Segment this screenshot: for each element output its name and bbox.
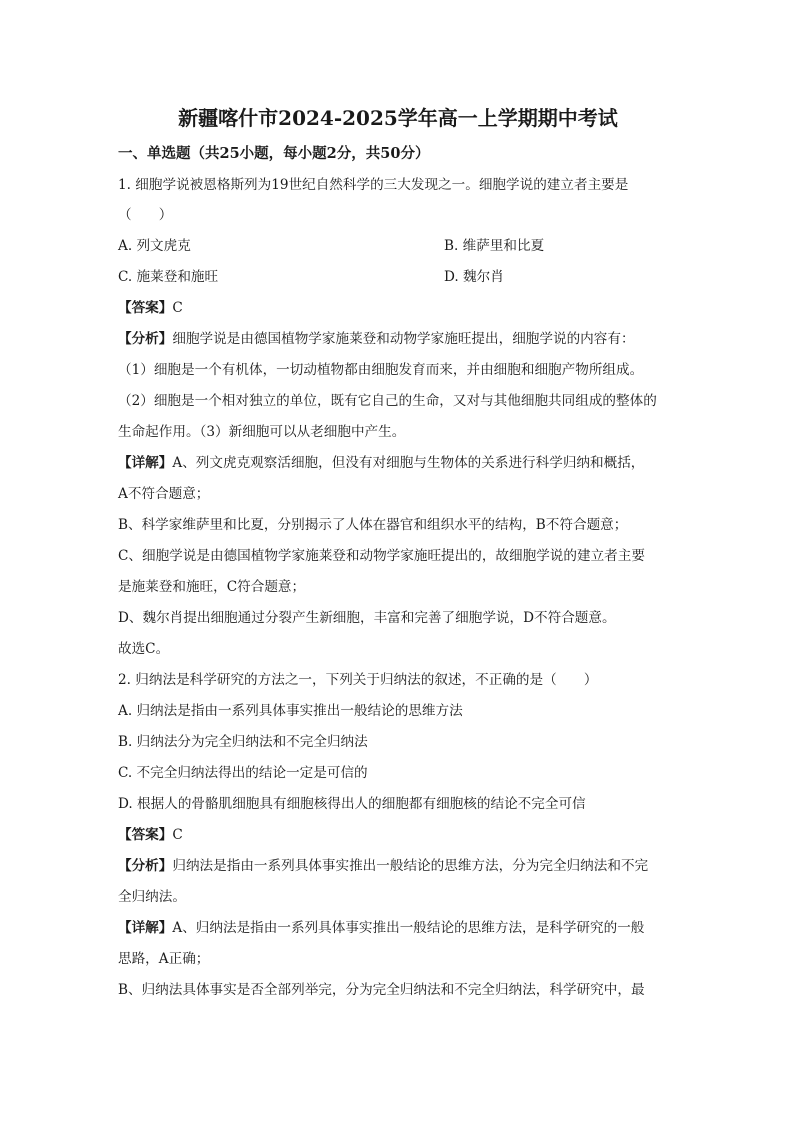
q2-analysis-text-1: 归纳法是指由一系列具体事实推出一般结论的思维方法，分为完全归纳法和不完 <box>172 858 649 874</box>
q1-analysis-tag: 【分析】 <box>118 331 173 347</box>
q1-detail-line-1 <box>118 452 644 474</box>
q1-detail-line-2: A不符合题意； <box>118 486 210 502</box>
q1-detail-line-6: D、魏尔肖提出细胞通过分裂产生新细胞，丰富和完善了细胞学说，D不符合题意。 <box>118 610 616 626</box>
q1-answer-value: C <box>172 300 183 316</box>
q2-option-b: B. 归纳法分为完全归纳法和不完全归纳法 <box>118 734 368 750</box>
q2-option-c: C. 不完全归纳法得出的结论一定是可信的 <box>118 765 368 781</box>
q1-conclusion: 故选C。 <box>118 641 170 657</box>
q2-detail-tag: 【详解】 <box>118 920 173 936</box>
q1-analysis-text-1: 细胞学说是由德国植物学家施莱登和动物学家施旺提出，细胞学说的内容有： <box>172 331 635 347</box>
q1-detail-line-4: C、细胞学说是由德国植物学家施莱登和动物学家施旺提出的，故细胞学说的建立者主要 <box>118 548 645 564</box>
q2-detail-line-3: B、归纳法具体事实是否全部列举完，分为完全归纳法和不完全归纳法，科学研究中，最 <box>118 982 645 998</box>
q1-option-a: A. 列文虎克 <box>118 238 191 254</box>
q1-option-c: C. 施莱登和施旺 <box>118 269 219 285</box>
q2-answer <box>118 824 183 846</box>
q2-detail-text-1: A、归纳法是指由一系列具体事实推出一般结论的思维方法，是科学研究的一般 <box>172 920 645 936</box>
q1-detail-tag: 【详解】 <box>118 455 173 471</box>
page-title: 新疆喀什市2024-2025学年高一上学期期中考试 <box>178 106 618 130</box>
q1-answer-tag: 【答案】 <box>118 300 173 316</box>
q1-analysis-line-2: （1）细胞是一个有机体，一切动植物都由细胞发育而来，并由细胞和细胞产物所组成。 <box>118 362 644 378</box>
q1-analysis-line-1 <box>118 328 635 350</box>
q2-detail-line-2: 思路，A正确； <box>118 951 210 967</box>
q2-answer-tag: 【答案】 <box>118 827 173 843</box>
q2-option-a: A. 归纳法是指由一系列具体事实推出一般结论的思维方法 <box>118 703 463 719</box>
q1-analysis-line-4: 生命起作用。（3）新细胞可以从老细胞中产生。 <box>118 424 406 440</box>
q1-detail-text-1: A、列文虎克观察活细胞，但没有对细胞与生物体的关系进行科学归纳和概括， <box>172 455 645 471</box>
q2-analysis-line-1 <box>118 855 648 877</box>
q2-option-d: D. 根据人的骨骼肌细胞具有细胞核得出人的细胞都有细胞核的结论不完全可信 <box>118 796 586 812</box>
q2-stem: 2. 归纳法是科学研究的方法之一，下列关于归纳法的叙述，不正确的是（ ） <box>118 672 598 688</box>
q1-detail-line-5: 是施莱登和施旺，C符合题意； <box>118 579 306 595</box>
q1-option-b: B. 维萨里和比夏 <box>444 238 545 254</box>
q1-analysis-line-3: （2）细胞是一个相对独立的单位，既有它自己的生命，又对与其他细胞共同组成的整体的 <box>118 393 657 409</box>
q2-analysis-line-2: 全归纳法。 <box>118 889 186 905</box>
q1-stem-line-2: （ ） <box>118 207 173 223</box>
q2-detail-line-1 <box>118 917 644 939</box>
q1-stem-line-1: 1. 细胞学说被恩格斯列为19世纪自然科学的三大发现之一。细胞学说的建立者主要是 <box>118 177 629 193</box>
q1-option-d: D. 魏尔肖 <box>444 269 504 285</box>
q2-answer-value: C <box>172 827 183 843</box>
q1-answer <box>118 297 183 319</box>
q1-detail-line-3: B、科学家维萨里和比夏，分别揭示了人体在器官和组织水平的结构，B不符合题意； <box>118 517 628 533</box>
q2-analysis-tag: 【分析】 <box>118 858 173 874</box>
section-heading: 一、单选题（共25小题，每小题2分，共50分） <box>118 145 430 162</box>
